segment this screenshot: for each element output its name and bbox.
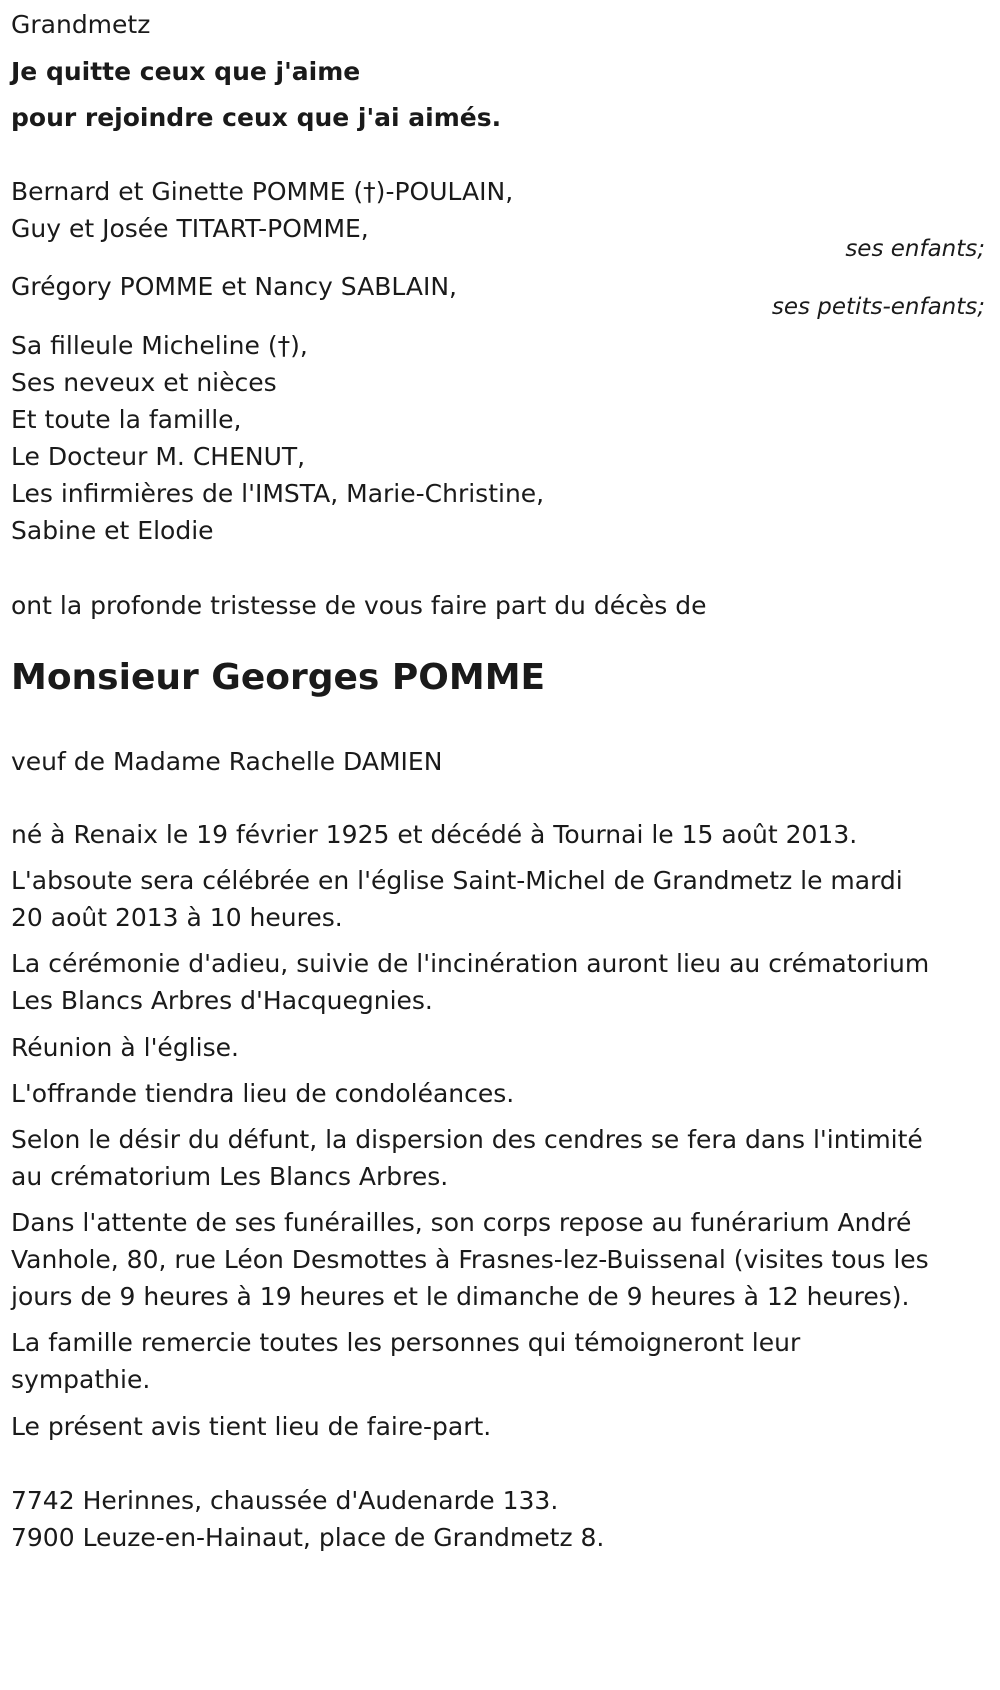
detail-line-8: Selon le désir du défunt, la dispersion des cendres se fera dans l'intimité [11,1125,923,1154]
detail-line-7: L'offrande tiendra lieu de condoléances. [11,1079,515,1108]
detail-line-5: Les Blancs Arbres d'Hacquegnies. [11,986,433,1015]
family-children-line-2: Guy et Josée TITART-POMME, [11,214,369,243]
announcement-text: ont la profonde tristesse de vous faire part du décès de [11,591,707,620]
family-other-line-1: Sa filleule Micheline (†), [11,331,308,360]
location-heading: Grandmetz [11,10,151,39]
grandchildren-label: ses petits-enfants; [771,294,985,320]
spouse-text: veuf de Madame Rachelle DAMIEN [11,747,443,776]
detail-line-3: 20 août 2013 à 10 heures. [11,903,343,932]
detail-line-13: La famille remercie toutes les personnes qui témoigneront leur [11,1328,801,1357]
detail-line-6: Réunion à l'église. [11,1033,239,1062]
quote-line-2: pour rejoindre ceux que j'ai aimés. [11,103,502,132]
detail-line-15: Le présent avis tient lieu de faire-part. [11,1412,492,1441]
detail-line-1: né à Renaix le 19 février 1925 et décédé à Tournai le 15 août 2013. [11,820,858,849]
detail-line-11: Vanhole, 80, rue Léon Desmottes à Frasnes-lez-Buissenal (visites tous les [11,1245,929,1274]
quote-line-1: Je quitte ceux que j'aime [11,57,361,86]
detail-line-14: sympathie. [11,1365,151,1394]
family-other-line-5: Les infirmières de l'IMSTA, Marie-Christine, [11,479,545,508]
family-other-line-2: Ses neveux et nièces [11,368,277,397]
detail-line-9: au crématorium Les Blancs Arbres. [11,1162,449,1191]
family-other-line-3: Et toute la famille, [11,405,242,434]
detail-line-4: La cérémonie d'adieu, suivie de l'incinération auront lieu au crématorium [11,949,930,978]
family-other-line-6: Sabine et Elodie [11,516,214,545]
address-line-1: 7742 Herinnes, chaussée d'Audenarde 133. [11,1486,559,1515]
detail-line-2: L'absoute sera célébrée en l'église Saint-Michel de Grandmetz le mardi [11,866,903,895]
family-grandchildren-line: Grégory POMME et Nancy SABLAIN, [11,272,457,301]
detail-line-10: Dans l'attente de ses funérailles, son corps repose au funérarium André [11,1208,912,1237]
detail-line-12: jours de 9 heures à 19 heures et le dimanche de 9 heures à 12 heures). [11,1282,910,1311]
deceased-name: Monsieur Georges POMME [11,657,546,698]
address-line-2: 7900 Leuze-en-Hainaut, place de Grandmetz 8. [11,1523,605,1552]
family-other-line-4: Le Docteur M. CHENUT, [11,442,306,471]
children-label: ses enfants; [845,236,985,262]
family-children-line-1: Bernard et Ginette POMME (†)-POULAIN, [11,177,514,206]
